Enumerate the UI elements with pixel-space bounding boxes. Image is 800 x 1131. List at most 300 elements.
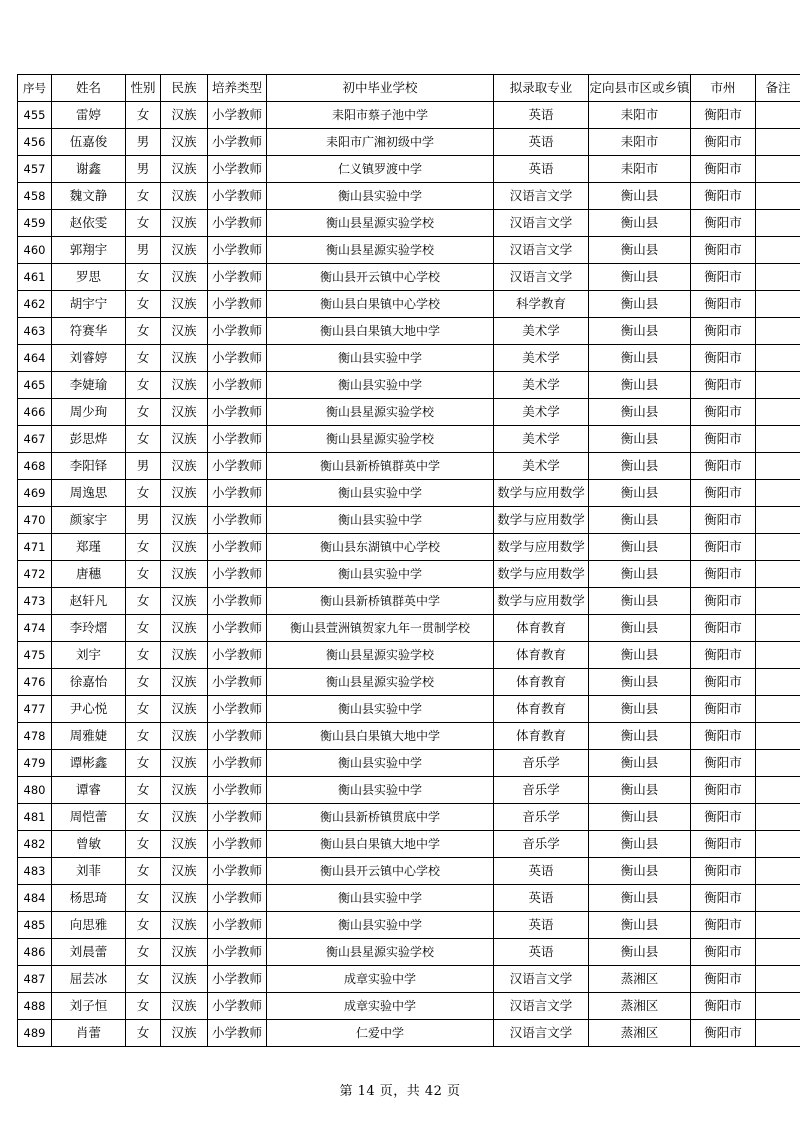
gender-cell: 男 — [126, 129, 161, 156]
training-type-cell: 小学教师 — [208, 750, 267, 777]
city-cell: 衡阳市 — [691, 183, 756, 210]
table-row — [18, 804, 800, 831]
gender-cell: 女 — [126, 777, 161, 804]
table-row — [18, 372, 800, 399]
table-row — [18, 129, 800, 156]
serial-number-cell: 483 — [18, 858, 52, 885]
ethnicity-cell: 汉族 — [161, 912, 208, 939]
city-cell: 衡阳市 — [691, 156, 756, 183]
table-row — [18, 426, 800, 453]
gender-cell: 女 — [126, 885, 161, 912]
school-cell: 仁爱中学 — [267, 1020, 494, 1047]
school-cell: 衡山县星源实验学校 — [267, 669, 494, 696]
training-type-cell: 小学教师 — [208, 318, 267, 345]
serial-number-cell: 462 — [18, 291, 52, 318]
gender-cell: 女 — [126, 966, 161, 993]
table-row — [18, 480, 800, 507]
table-row — [18, 183, 800, 210]
target-area-cell: 衡山县 — [589, 291, 691, 318]
school-cell: 衡山县实验中学 — [267, 696, 494, 723]
header-cell: 初中毕业学校 — [267, 75, 494, 102]
gender-cell: 女 — [126, 912, 161, 939]
major-cell: 数学与应用数学 — [494, 588, 589, 615]
school-cell: 衡山县实验中学 — [267, 480, 494, 507]
remarks-cell — [756, 480, 800, 507]
target-area-cell: 衡山县 — [589, 399, 691, 426]
city-cell: 衡阳市 — [691, 858, 756, 885]
training-type-cell: 小学教师 — [208, 588, 267, 615]
ethnicity-cell: 汉族 — [161, 156, 208, 183]
ethnicity-cell: 汉族 — [161, 669, 208, 696]
gender-cell: 男 — [126, 156, 161, 183]
remarks-cell — [756, 372, 800, 399]
remarks-cell — [756, 939, 800, 966]
city-cell: 衡阳市 — [691, 129, 756, 156]
name-cell: 唐穗 — [52, 561, 126, 588]
training-type-cell: 小学教师 — [208, 831, 267, 858]
remarks-cell — [756, 210, 800, 237]
serial-number-cell: 473 — [18, 588, 52, 615]
city-cell: 衡阳市 — [691, 291, 756, 318]
table-row — [18, 642, 800, 669]
header-cell: 性别 — [126, 75, 161, 102]
name-cell: 彭思烨 — [52, 426, 126, 453]
school-cell: 衡山县实验中学 — [267, 912, 494, 939]
gender-cell: 女 — [126, 345, 161, 372]
serial-number-cell: 476 — [18, 669, 52, 696]
table-row — [18, 885, 800, 912]
header-cell: 序号 — [18, 75, 52, 102]
table-row — [18, 264, 800, 291]
name-cell: 李阳铎 — [52, 453, 126, 480]
city-cell: 衡阳市 — [691, 831, 756, 858]
ethnicity-cell: 汉族 — [161, 696, 208, 723]
gender-cell: 女 — [126, 939, 161, 966]
gender-cell: 女 — [126, 183, 161, 210]
ethnicity-cell: 汉族 — [161, 480, 208, 507]
ethnicity-cell: 汉族 — [161, 723, 208, 750]
city-cell: 衡阳市 — [691, 885, 756, 912]
ethnicity-cell: 汉族 — [161, 399, 208, 426]
major-cell: 美术学 — [494, 453, 589, 480]
table-row — [18, 345, 800, 372]
name-cell: 刘子恒 — [52, 993, 126, 1020]
city-cell: 衡阳市 — [691, 750, 756, 777]
gender-cell: 女 — [126, 210, 161, 237]
training-type-cell: 小学教师 — [208, 156, 267, 183]
training-type-cell: 小学教师 — [208, 966, 267, 993]
major-cell: 英语 — [494, 858, 589, 885]
gender-cell: 男 — [126, 507, 161, 534]
target-area-cell: 耒阳市 — [589, 102, 691, 129]
remarks-cell — [756, 399, 800, 426]
training-type-cell: 小学教师 — [208, 345, 267, 372]
training-type-cell: 小学教师 — [208, 804, 267, 831]
table-row — [18, 237, 800, 264]
name-cell: 谭彬鑫 — [52, 750, 126, 777]
serial-number-cell: 470 — [18, 507, 52, 534]
remarks-cell — [756, 912, 800, 939]
name-cell: 向思雅 — [52, 912, 126, 939]
remarks-cell — [756, 291, 800, 318]
major-cell: 美术学 — [494, 345, 589, 372]
gender-cell: 女 — [126, 993, 161, 1020]
training-type-cell: 小学教师 — [208, 669, 267, 696]
city-cell: 衡阳市 — [691, 264, 756, 291]
remarks-cell — [756, 156, 800, 183]
city-cell: 衡阳市 — [691, 669, 756, 696]
city-cell: 衡阳市 — [691, 453, 756, 480]
target-area-cell: 衡山县 — [589, 588, 691, 615]
city-cell: 衡阳市 — [691, 615, 756, 642]
remarks-cell — [756, 237, 800, 264]
school-cell: 衡山县星源实验学校 — [267, 642, 494, 669]
major-cell: 体育教育 — [494, 723, 589, 750]
target-area-cell: 衡山县 — [589, 669, 691, 696]
ethnicity-cell: 汉族 — [161, 588, 208, 615]
serial-number-cell: 466 — [18, 399, 52, 426]
ethnicity-cell: 汉族 — [161, 750, 208, 777]
gender-cell: 女 — [126, 318, 161, 345]
training-type-cell: 小学教师 — [208, 453, 267, 480]
gender-cell: 女 — [126, 696, 161, 723]
major-cell: 音乐学 — [494, 750, 589, 777]
header-cell: 姓名 — [52, 75, 126, 102]
remarks-cell — [756, 993, 800, 1020]
training-type-cell: 小学教师 — [208, 480, 267, 507]
target-area-cell: 衡山县 — [589, 264, 691, 291]
name-cell: 谭睿 — [52, 777, 126, 804]
school-cell: 衡山县星源实验学校 — [267, 426, 494, 453]
school-cell: 衡山县星源实验学校 — [267, 939, 494, 966]
training-type-cell: 小学教师 — [208, 102, 267, 129]
major-cell: 音乐学 — [494, 804, 589, 831]
ethnicity-cell: 汉族 — [161, 426, 208, 453]
serial-number-cell: 482 — [18, 831, 52, 858]
target-area-cell: 衡山县 — [589, 804, 691, 831]
header-cell: 备注 — [756, 75, 800, 102]
gender-cell: 女 — [126, 642, 161, 669]
training-type-cell: 小学教师 — [208, 507, 267, 534]
name-cell: 郑瑾 — [52, 534, 126, 561]
remarks-cell — [756, 561, 800, 588]
table-row — [18, 399, 800, 426]
remarks-cell — [756, 642, 800, 669]
gender-cell: 女 — [126, 399, 161, 426]
table-row — [18, 1020, 800, 1047]
city-cell: 衡阳市 — [691, 318, 756, 345]
serial-number-cell: 472 — [18, 561, 52, 588]
serial-number-cell: 456 — [18, 129, 52, 156]
ethnicity-cell: 汉族 — [161, 345, 208, 372]
remarks-cell — [756, 804, 800, 831]
target-area-cell: 衡山县 — [589, 858, 691, 885]
remarks-cell — [756, 669, 800, 696]
table-body — [18, 102, 800, 1047]
training-type-cell: 小学教师 — [208, 372, 267, 399]
target-area-cell: 衡山县 — [589, 534, 691, 561]
ethnicity-cell: 汉族 — [161, 939, 208, 966]
header-cell: 民族 — [161, 75, 208, 102]
major-cell: 英语 — [494, 885, 589, 912]
target-area-cell: 衡山县 — [589, 723, 691, 750]
school-cell: 衡山县白果镇大地中学 — [267, 318, 494, 345]
name-cell: 刘菲 — [52, 858, 126, 885]
target-area-cell: 衡山县 — [589, 831, 691, 858]
school-cell: 成章实验中学 — [267, 966, 494, 993]
training-type-cell: 小学教师 — [208, 993, 267, 1020]
ethnicity-cell: 汉族 — [161, 318, 208, 345]
training-type-cell: 小学教师 — [208, 129, 267, 156]
serial-number-cell: 484 — [18, 885, 52, 912]
major-cell: 美术学 — [494, 318, 589, 345]
name-cell: 符赛华 — [52, 318, 126, 345]
school-cell: 耒阳市蔡子池中学 — [267, 102, 494, 129]
school-cell: 衡山县实验中学 — [267, 777, 494, 804]
major-cell: 美术学 — [494, 426, 589, 453]
name-cell: 赵轩凡 — [52, 588, 126, 615]
city-cell: 衡阳市 — [691, 642, 756, 669]
name-cell: 魏文静 — [52, 183, 126, 210]
table-row — [18, 507, 800, 534]
remarks-cell — [756, 615, 800, 642]
table-row — [18, 210, 800, 237]
city-cell: 衡阳市 — [691, 804, 756, 831]
remarks-cell — [756, 453, 800, 480]
name-cell: 刘宇 — [52, 642, 126, 669]
remarks-cell — [756, 966, 800, 993]
major-cell: 数学与应用数学 — [494, 507, 589, 534]
school-cell: 衡山县实验中学 — [267, 885, 494, 912]
target-area-cell: 衡山县 — [589, 912, 691, 939]
school-cell: 衡山县实验中学 — [267, 183, 494, 210]
major-cell: 英语 — [494, 939, 589, 966]
training-type-cell: 小学教师 — [208, 237, 267, 264]
serial-number-cell: 460 — [18, 237, 52, 264]
table-row — [18, 696, 800, 723]
serial-number-cell: 464 — [18, 345, 52, 372]
training-type-cell: 小学教师 — [208, 399, 267, 426]
remarks-cell — [756, 345, 800, 372]
remarks-cell — [756, 1020, 800, 1047]
major-cell: 汉语言文学 — [494, 264, 589, 291]
ethnicity-cell: 汉族 — [161, 966, 208, 993]
remarks-cell — [756, 102, 800, 129]
school-cell: 仁义镇罗渡中学 — [267, 156, 494, 183]
name-cell: 郭翔宇 — [52, 237, 126, 264]
city-cell: 衡阳市 — [691, 345, 756, 372]
training-type-cell: 小学教师 — [208, 777, 267, 804]
header-cell: 市州 — [691, 75, 756, 102]
table-row — [18, 291, 800, 318]
city-cell: 衡阳市 — [691, 507, 756, 534]
name-cell: 李玲熠 — [52, 615, 126, 642]
gender-cell: 女 — [126, 534, 161, 561]
serial-number-cell: 478 — [18, 723, 52, 750]
name-cell: 尹心悦 — [52, 696, 126, 723]
enrollment-table — [17, 74, 800, 1047]
name-cell: 曾敏 — [52, 831, 126, 858]
city-cell: 衡阳市 — [691, 723, 756, 750]
table-row — [18, 966, 800, 993]
city-cell: 衡阳市 — [691, 993, 756, 1020]
gender-cell: 女 — [126, 831, 161, 858]
serial-number-cell: 467 — [18, 426, 52, 453]
gender-cell: 女 — [126, 615, 161, 642]
school-cell: 衡山县白果镇大地中学 — [267, 723, 494, 750]
remarks-cell — [756, 588, 800, 615]
gender-cell: 女 — [126, 1020, 161, 1047]
school-cell: 衡山县星源实验学校 — [267, 237, 494, 264]
serial-number-cell: 479 — [18, 750, 52, 777]
name-cell: 周雅婕 — [52, 723, 126, 750]
target-area-cell: 耒阳市 — [589, 156, 691, 183]
serial-number-cell: 457 — [18, 156, 52, 183]
remarks-cell — [756, 264, 800, 291]
target-area-cell: 蒸湘区 — [589, 993, 691, 1020]
remarks-cell — [756, 696, 800, 723]
training-type-cell: 小学教师 — [208, 534, 267, 561]
gender-cell: 男 — [126, 237, 161, 264]
serial-number-cell: 487 — [18, 966, 52, 993]
serial-number-cell: 459 — [18, 210, 52, 237]
city-cell: 衡阳市 — [691, 561, 756, 588]
city-cell: 衡阳市 — [691, 237, 756, 264]
table-row — [18, 669, 800, 696]
name-cell: 谢鑫 — [52, 156, 126, 183]
page-number-footer: 第 14 页，共 42 页 — [339, 1084, 461, 1099]
city-cell: 衡阳市 — [691, 102, 756, 129]
ethnicity-cell: 汉族 — [161, 264, 208, 291]
school-cell: 衡山县新桥镇贯底中学 — [267, 804, 494, 831]
ethnicity-cell: 汉族 — [161, 183, 208, 210]
school-cell: 耒阳市广湘初级中学 — [267, 129, 494, 156]
city-cell: 衡阳市 — [691, 399, 756, 426]
remarks-cell — [756, 534, 800, 561]
target-area-cell: 衡山县 — [589, 885, 691, 912]
ethnicity-cell: 汉族 — [161, 129, 208, 156]
table-row — [18, 453, 800, 480]
header-cell: 拟录取专业 — [494, 75, 589, 102]
major-cell: 英语 — [494, 156, 589, 183]
serial-number-cell: 486 — [18, 939, 52, 966]
name-cell: 颜家宇 — [52, 507, 126, 534]
remarks-cell — [756, 426, 800, 453]
target-area-cell: 衡山县 — [589, 372, 691, 399]
gender-cell: 女 — [126, 102, 161, 129]
school-cell: 衡山县实验中学 — [267, 561, 494, 588]
major-cell: 汉语言文学 — [494, 966, 589, 993]
name-cell: 伍嘉俊 — [52, 129, 126, 156]
gender-cell: 女 — [126, 750, 161, 777]
table-row — [18, 750, 800, 777]
name-cell: 周少珣 — [52, 399, 126, 426]
serial-number-cell: 475 — [18, 642, 52, 669]
ethnicity-cell: 汉族 — [161, 777, 208, 804]
remarks-cell — [756, 183, 800, 210]
major-cell: 体育教育 — [494, 669, 589, 696]
major-cell: 汉语言文学 — [494, 237, 589, 264]
target-area-cell: 衡山县 — [589, 777, 691, 804]
remarks-cell — [756, 507, 800, 534]
gender-cell: 女 — [126, 291, 161, 318]
ethnicity-cell: 汉族 — [161, 831, 208, 858]
major-cell: 数学与应用数学 — [494, 480, 589, 507]
gender-cell: 女 — [126, 588, 161, 615]
name-cell: 刘睿婷 — [52, 345, 126, 372]
ethnicity-cell: 汉族 — [161, 561, 208, 588]
major-cell: 体育教育 — [494, 696, 589, 723]
serial-number-cell: 481 — [18, 804, 52, 831]
serial-number-cell: 465 — [18, 372, 52, 399]
remarks-cell — [756, 777, 800, 804]
serial-number-cell: 474 — [18, 615, 52, 642]
training-type-cell: 小学教师 — [208, 939, 267, 966]
target-area-cell: 衡山县 — [589, 507, 691, 534]
school-cell: 衡山县实验中学 — [267, 750, 494, 777]
serial-number-cell: 488 — [18, 993, 52, 1020]
table-row — [18, 588, 800, 615]
school-cell: 衡山县星源实验学校 — [267, 210, 494, 237]
gender-cell: 女 — [126, 561, 161, 588]
name-cell: 周恺蕾 — [52, 804, 126, 831]
table-row — [18, 102, 800, 129]
major-cell: 汉语言文学 — [494, 1020, 589, 1047]
city-cell: 衡阳市 — [691, 372, 756, 399]
ethnicity-cell: 汉族 — [161, 534, 208, 561]
target-area-cell: 衡山县 — [589, 183, 691, 210]
major-cell: 英语 — [494, 912, 589, 939]
city-cell: 衡阳市 — [691, 534, 756, 561]
training-type-cell: 小学教师 — [208, 1020, 267, 1047]
major-cell: 英语 — [494, 102, 589, 129]
ethnicity-cell: 汉族 — [161, 210, 208, 237]
school-cell: 衡山县新桥镇群英中学 — [267, 453, 494, 480]
serial-number-cell: 480 — [18, 777, 52, 804]
ethnicity-cell: 汉族 — [161, 102, 208, 129]
serial-number-cell: 463 — [18, 318, 52, 345]
table-row — [18, 831, 800, 858]
major-cell: 体育教育 — [494, 615, 589, 642]
table-row — [18, 318, 800, 345]
city-cell: 衡阳市 — [691, 480, 756, 507]
table-row — [18, 939, 800, 966]
ethnicity-cell: 汉族 — [161, 237, 208, 264]
major-cell: 科学教育 — [494, 291, 589, 318]
name-cell: 肖蕾 — [52, 1020, 126, 1047]
training-type-cell: 小学教师 — [208, 858, 267, 885]
major-cell: 汉语言文学 — [494, 183, 589, 210]
name-cell: 雷婷 — [52, 102, 126, 129]
serial-number-cell: 458 — [18, 183, 52, 210]
table-row — [18, 561, 800, 588]
school-cell: 衡山县实验中学 — [267, 507, 494, 534]
name-cell: 周逸思 — [52, 480, 126, 507]
major-cell: 汉语言文学 — [494, 210, 589, 237]
major-cell: 体育教育 — [494, 642, 589, 669]
city-cell: 衡阳市 — [691, 210, 756, 237]
table-header-row — [18, 75, 800, 102]
school-cell: 衡山县东湖镇中心学校 — [267, 534, 494, 561]
name-cell: 刘晨蕾 — [52, 939, 126, 966]
city-cell: 衡阳市 — [691, 777, 756, 804]
gender-cell: 女 — [126, 723, 161, 750]
table-row — [18, 912, 800, 939]
target-area-cell: 衡山县 — [589, 237, 691, 264]
training-type-cell: 小学教师 — [208, 912, 267, 939]
target-area-cell: 衡山县 — [589, 426, 691, 453]
serial-number-cell: 461 — [18, 264, 52, 291]
